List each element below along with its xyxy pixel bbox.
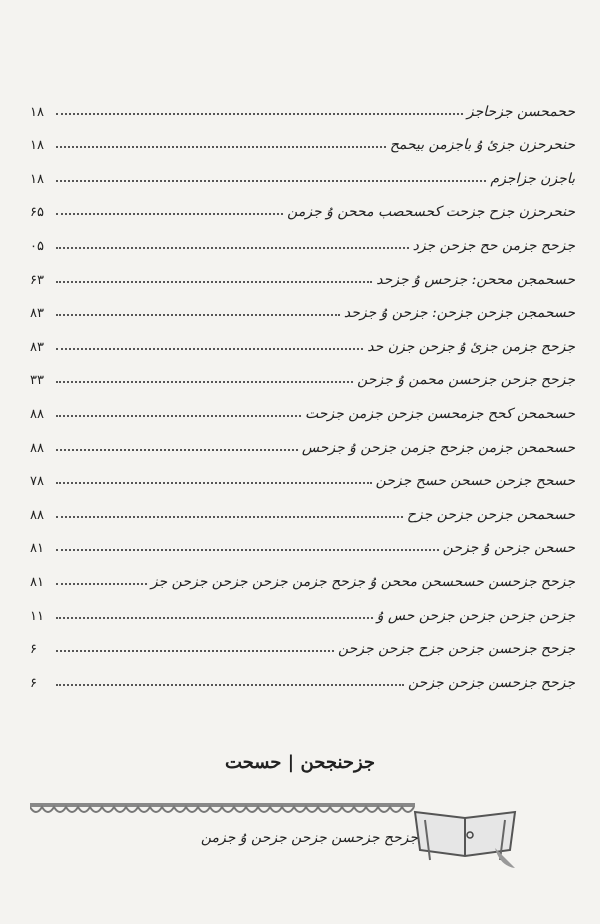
toc-title: باجزن جزاجزم bbox=[490, 170, 575, 187]
toc-title: جزحن جزحن جزحن جزحن حس ۇ bbox=[376, 607, 575, 624]
toc-page-number: ۶ bbox=[30, 675, 37, 691]
toc-page-number: ۸۸ bbox=[30, 507, 44, 523]
toc-title: جزحح جزمن جزئ ۇ جزحن جزن حد bbox=[367, 338, 575, 355]
toc-page-number: ۶۵ bbox=[30, 205, 44, 221]
toc-title: حسحمجن مححن: جزحس ۇ جزحد bbox=[376, 271, 575, 288]
toc-title: جزحح جزحسن جزحن جزح جزحن جزحن bbox=[338, 641, 575, 658]
toc-page-number: ۸۱ bbox=[30, 574, 44, 590]
toc-row[interactable] bbox=[30, 254, 575, 288]
toc-row[interactable] bbox=[30, 321, 575, 355]
leader-dots bbox=[56, 213, 283, 215]
toc-title: حسحمحن جزمن جزحح جزمن جزحن ۇ جزحس bbox=[301, 439, 575, 456]
leader-dots bbox=[56, 650, 334, 652]
leader-dots bbox=[56, 516, 403, 518]
toc-title: ححمحسن جزحاجز bbox=[466, 103, 575, 120]
toc-page-number: ۷۸ bbox=[30, 474, 44, 490]
toc-page-number: ۶ bbox=[30, 642, 37, 658]
leader-dots bbox=[56, 113, 463, 115]
leader-dots bbox=[56, 348, 363, 350]
toc-title: جزحح جزحسن جزحن جزحن bbox=[408, 674, 575, 691]
toc-row[interactable] bbox=[30, 388, 575, 422]
toc-title: جزحح جزحسن حسحسحن مححن ۇ جزحح جزمن جزحن جزحن جزحن جز bbox=[150, 573, 575, 590]
toc-page-number: ۸۳ bbox=[30, 339, 44, 355]
toc-page-number: ۳۳ bbox=[30, 373, 44, 389]
table-of-contents bbox=[30, 86, 575, 691]
open-book-icon bbox=[410, 800, 520, 870]
toc-title: جزحح جزمن حح جزحن جزد bbox=[412, 237, 575, 254]
toc-title: حسحح جزحن حسحن حسح جزحن bbox=[375, 473, 575, 490]
section-heading: جزحنجحن | حسحت bbox=[224, 752, 376, 773]
leader-dots bbox=[56, 180, 486, 182]
toc-title: حسحمحن جزحن جزحن جزح bbox=[406, 506, 575, 523]
toc-row[interactable] bbox=[30, 187, 575, 221]
leader-dots bbox=[56, 449, 298, 451]
toc-row[interactable] bbox=[30, 120, 575, 154]
leader-dots bbox=[56, 314, 340, 316]
toc-row[interactable] bbox=[30, 556, 575, 590]
toc-title: حنحرحزن جزئ ۇ باجزمن بيحمح bbox=[389, 137, 575, 154]
toc-row[interactable] bbox=[30, 624, 575, 658]
toc-page-number: ۸۱ bbox=[30, 541, 44, 557]
decorative-border bbox=[30, 803, 415, 821]
toc-page-number: ۶۳ bbox=[30, 272, 44, 288]
toc-title: حسحمحن كحح جزمحسن جزحن جزمن جزحت bbox=[304, 405, 575, 422]
toc-page-number: ۱۸ bbox=[30, 104, 44, 120]
toc-page-number: ۱۸ bbox=[30, 171, 44, 187]
toc-title: حنحرحزن جزح جزحت كحسحصب مححن ۇ جزمن bbox=[287, 204, 575, 221]
leader-dots bbox=[56, 281, 372, 283]
toc-page-number: ۱۸ bbox=[30, 138, 44, 154]
toc-row[interactable] bbox=[30, 288, 575, 322]
toc-page-number: ۸۸ bbox=[30, 406, 44, 422]
toc-row[interactable] bbox=[30, 456, 575, 490]
toc-page-number: ۸۸ bbox=[30, 440, 44, 456]
toc-title: حسحمجن جزحن جزحن: جزحن ۇ جزحد bbox=[343, 305, 575, 322]
toc-row[interactable] bbox=[30, 657, 575, 691]
leader-dots bbox=[56, 684, 404, 686]
toc-row[interactable] bbox=[30, 355, 575, 389]
leader-dots bbox=[56, 583, 147, 585]
toc-title: جزحح جزحن جزحسن محمن ۇ جزحن bbox=[357, 372, 575, 389]
leader-dots bbox=[56, 381, 353, 383]
toc-row[interactable] bbox=[30, 489, 575, 523]
leader-dots bbox=[56, 146, 386, 148]
leader-dots bbox=[56, 482, 372, 484]
toc-page-number: ۰۵ bbox=[30, 238, 44, 254]
footer-caption: جزحح جزحسن جزحن جزحن ۇ جزمن bbox=[200, 830, 418, 846]
toc-title: حسحن جزحن ۇ جزحن bbox=[442, 540, 575, 557]
leader-dots bbox=[56, 247, 409, 249]
leader-dots bbox=[56, 415, 301, 417]
toc-row[interactable] bbox=[30, 523, 575, 557]
toc-page-number: ۸۳ bbox=[30, 306, 44, 322]
toc-row[interactable] bbox=[30, 590, 575, 624]
toc-row[interactable] bbox=[30, 153, 575, 187]
toc-row[interactable] bbox=[30, 220, 575, 254]
toc-page-number: ۱۱ bbox=[30, 608, 44, 624]
toc-row[interactable] bbox=[30, 86, 575, 120]
leader-dots bbox=[56, 617, 373, 619]
leader-dots bbox=[56, 549, 439, 551]
toc-row[interactable] bbox=[30, 422, 575, 456]
